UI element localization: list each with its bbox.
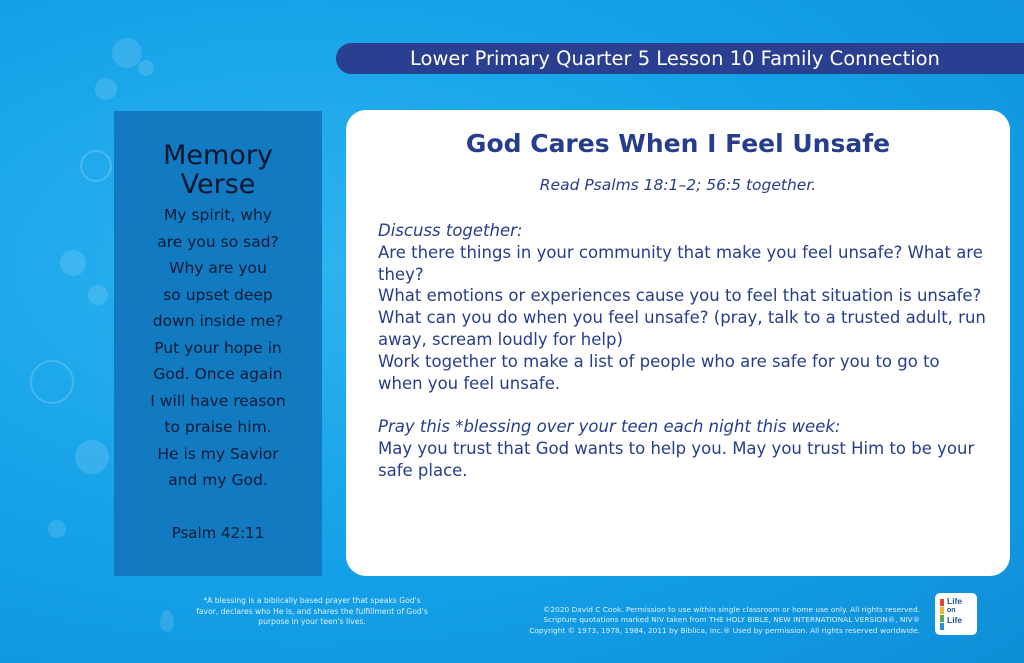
logo-stripe bbox=[940, 615, 944, 622]
logo-stripe bbox=[940, 599, 944, 606]
background-bubble bbox=[88, 285, 108, 305]
background-bubble bbox=[75, 440, 109, 474]
memory-verse-panel bbox=[114, 111, 322, 576]
background-bubble bbox=[95, 78, 117, 100]
life-on-life-logo bbox=[935, 593, 977, 635]
copyright-notice bbox=[460, 605, 920, 636]
discussion-question: What emotions or experiences cause you to feel that situation is unsafe? bbox=[378, 286, 982, 306]
logo-stripe bbox=[940, 623, 944, 630]
logo-word: Life bbox=[947, 615, 963, 625]
discuss-heading: Discuss together: bbox=[378, 221, 523, 240]
copyright-line: ©2020 David C Cook. Permission to use within single classroom or home use only. All rights reserved. bbox=[543, 605, 920, 614]
memory-verse-heading: Memory Verse bbox=[163, 140, 273, 200]
background-ring bbox=[30, 360, 74, 404]
card-title: God Cares When I Feel Unsafe bbox=[465, 129, 891, 158]
background-bubble bbox=[48, 520, 66, 538]
spacer bbox=[378, 394, 988, 416]
family-connection-card bbox=[346, 110, 1010, 576]
lesson-header-title: Lower Primary Quarter 5 Lesson 10 Family Connection bbox=[410, 47, 940, 70]
logo-word: on bbox=[947, 607, 956, 614]
background-bubble bbox=[138, 60, 154, 76]
memory-verse-reference: Psalm 42:11 bbox=[171, 524, 265, 542]
background-ring bbox=[80, 150, 112, 182]
background-bubble bbox=[160, 610, 174, 632]
copyright-line: Scripture quotations marked NIV taken from THE HOLY BIBLE, NEW INTERNATIONAL VERSION®, NIV® bbox=[543, 615, 920, 625]
discussion-question: Are there things in your community that make you feel unsafe? What are they? bbox=[378, 242, 983, 284]
card-body bbox=[378, 220, 988, 482]
discussion-question: What can you do when you feel unsafe? (pray, talk to a trusted adult, run away, scream loudly for help) bbox=[378, 308, 986, 349]
logo-stripe bbox=[940, 607, 944, 614]
scripture-reading: Read Psalms 18:1–2; 56:5 together. bbox=[539, 176, 817, 194]
copyright-line: Copyright © 1973, 1978, 1984, 2011 by Biblica, Inc.® Used by permission. All rights reserved worldwide. bbox=[529, 625, 920, 635]
prayer-heading: Pray this *blessing over your teen each night this week: bbox=[378, 417, 841, 437]
memory-verse-text: My spirit, why are you so sad? Why are you so upset deep down inside me? Put your hope in God. Once again I will have reason to praise him. He is my Savior and my God. bbox=[150, 206, 286, 489]
logo-wordmark bbox=[947, 596, 962, 626]
discussion-question: Work together to make a list of people who are safe for you to go to when you feel unsafe. bbox=[378, 351, 940, 393]
blessing-text: May you trust that God wants to help you. May you trust Him to be your safe place. bbox=[378, 438, 975, 480]
logo-word: Life bbox=[947, 596, 963, 606]
lesson-header-bar bbox=[336, 43, 1024, 74]
blessing-footnote: *A blessing is a biblically based prayer that speaks God's favor, declares who He is, and shares the fulfillment of God's purpose in your teen's lives. bbox=[196, 596, 428, 626]
background-bubble bbox=[112, 38, 142, 68]
background-bubble bbox=[60, 250, 86, 276]
